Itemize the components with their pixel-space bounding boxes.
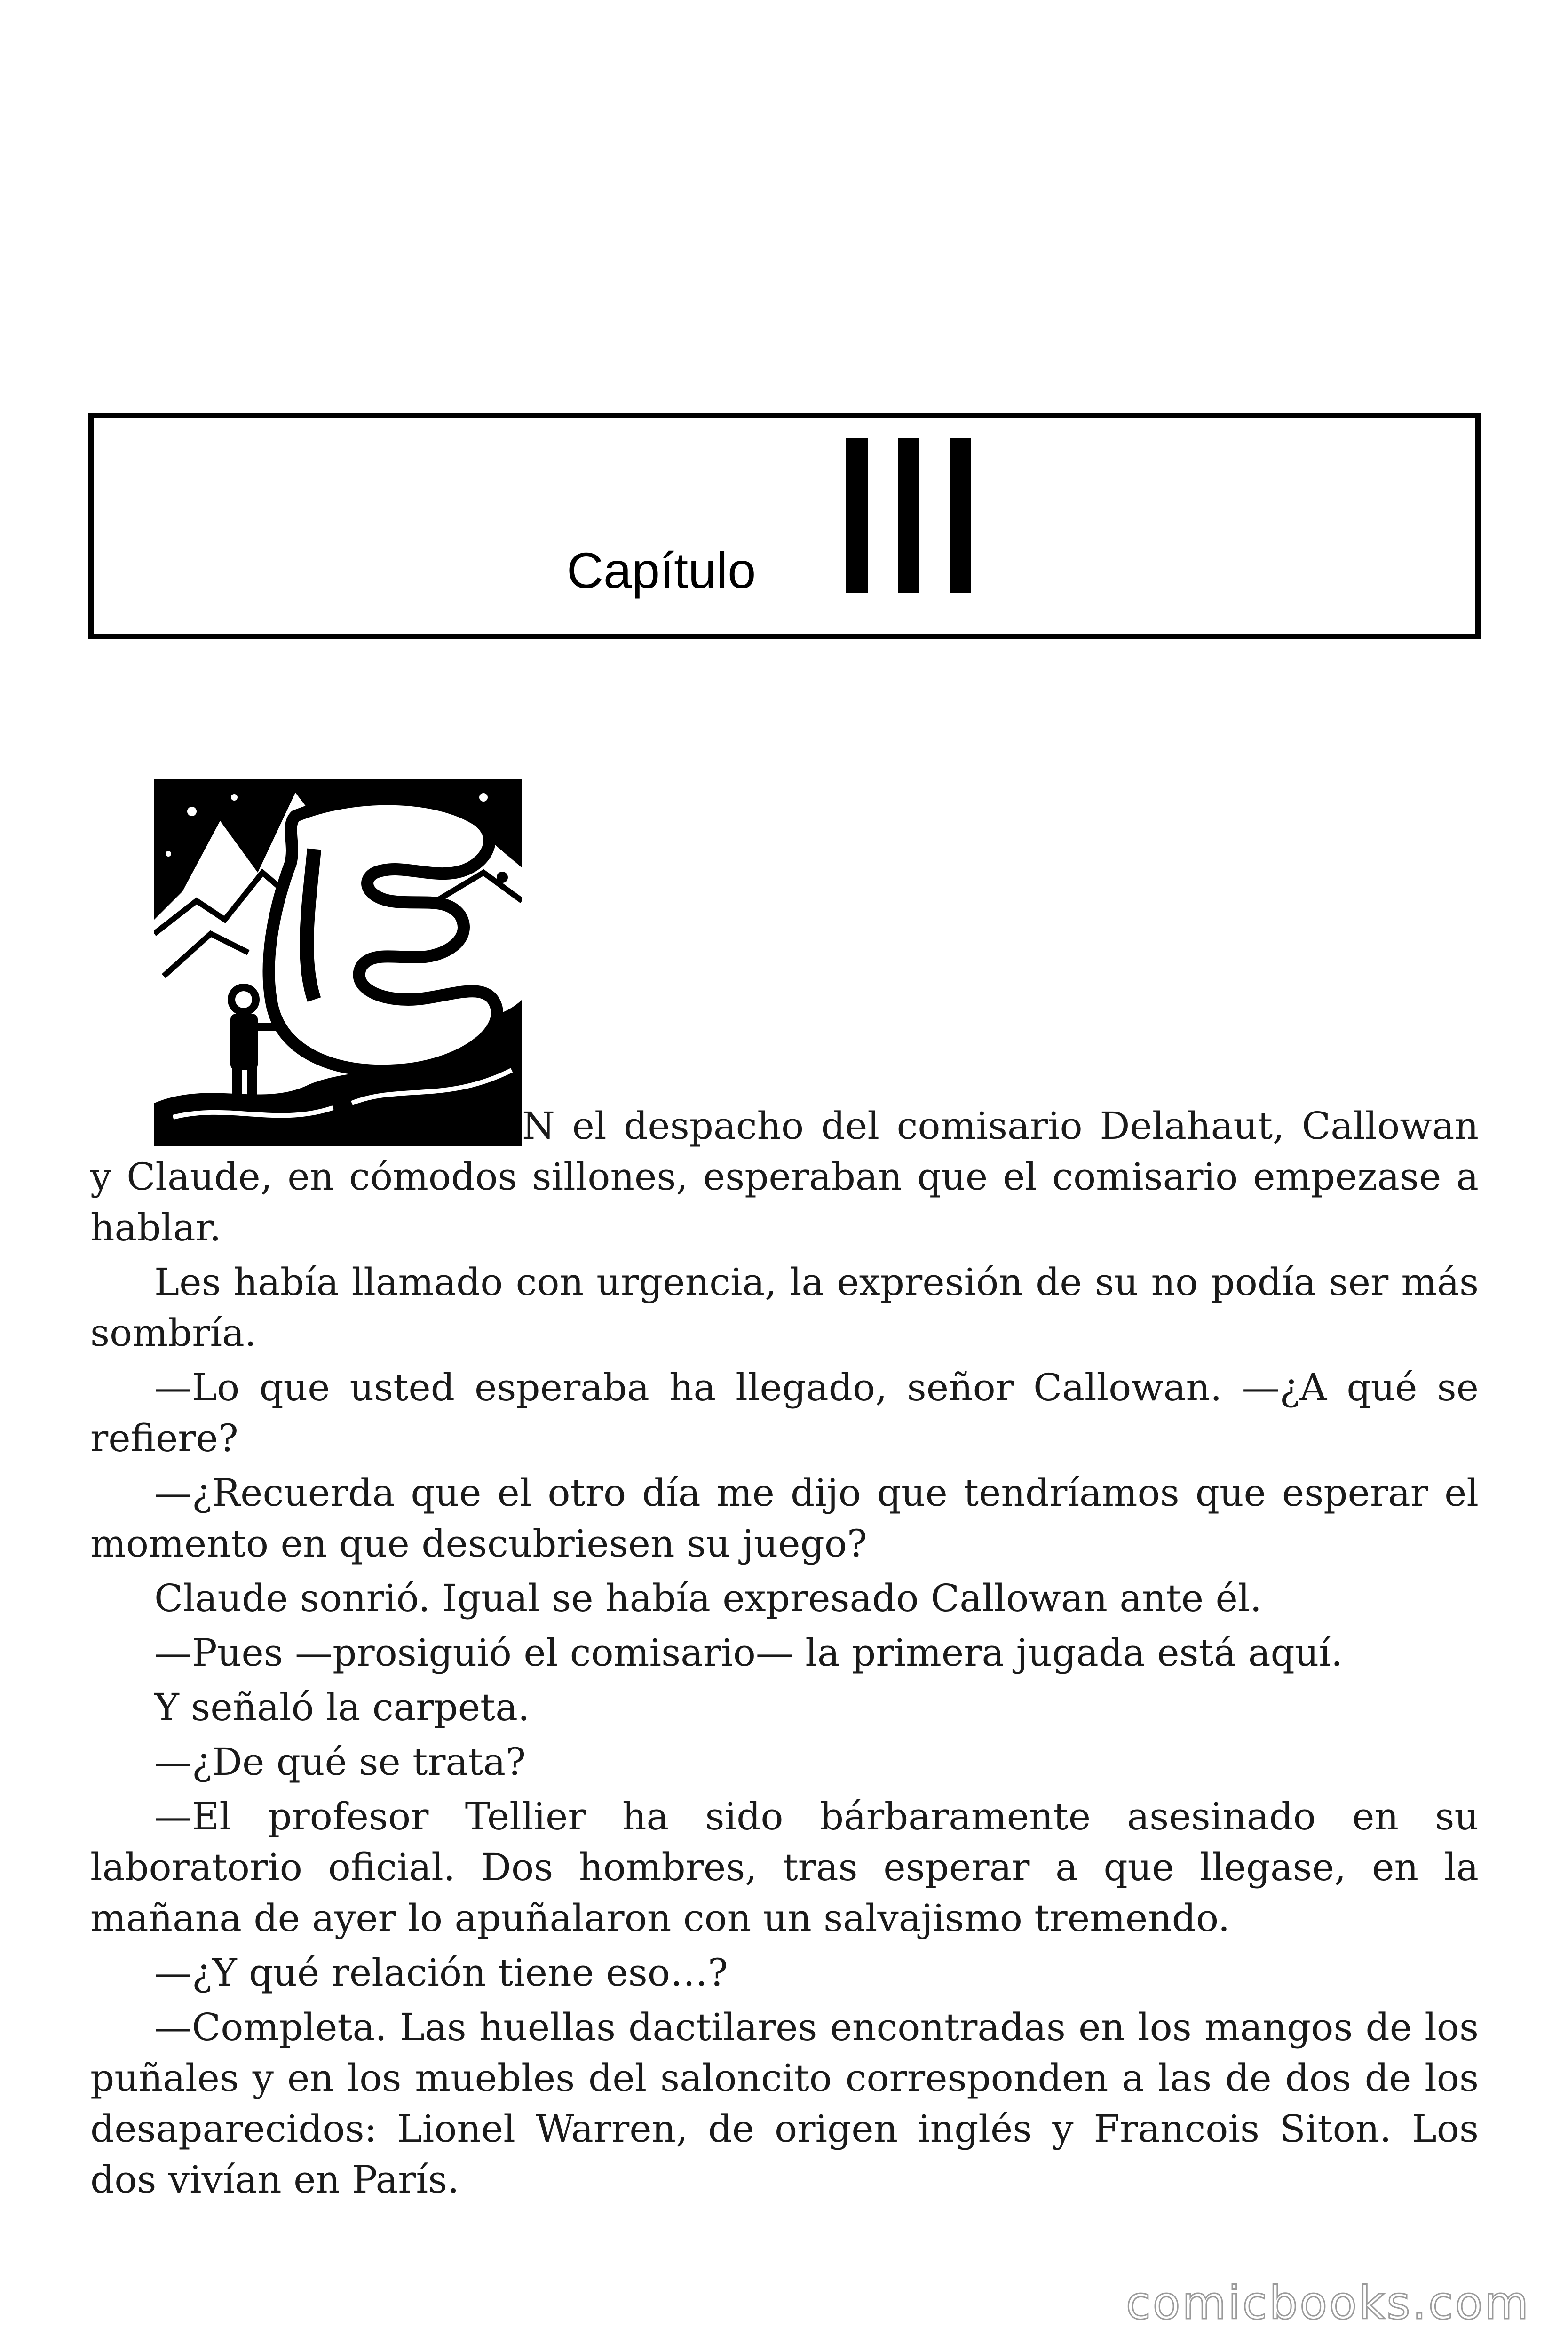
- paragraph: Claude sonrió. Igual se había expresado Callowan ante él.: [154, 1576, 1262, 1620]
- chapter-body-text: [90, 1101, 1479, 2209]
- paragraph: Y señaló la carpeta.: [154, 1685, 530, 1729]
- paragraph: —¿Recuerda que el otro día me dijo que tendríamos que esperar el momento en que descubriesen su juego?: [90, 1471, 1479, 1565]
- dropcap-illustration: [154, 779, 522, 1146]
- paragraph: —¿De qué se trata?: [154, 1740, 526, 1784]
- paragraph: —¿Y qué relación tiene eso…?: [154, 1951, 728, 1994]
- chapter-label: Capítulo: [567, 542, 756, 599]
- chapter-header-box: [88, 413, 1481, 639]
- paragraph-text: N el despacho del comisario Delahaut, Callowan y Claude, en cómodos sillones, esperaban que el comisario empezase a hablar.: [90, 1104, 1479, 1249]
- paragraph: —El profesor Tellier ha sido bárbaramente asesinado en su laboratorio oficial. Dos hombres, tras esperar a que llegase, en la mañana de ayer lo apuñalaron con un salvajismo tremendo.: [90, 1795, 1479, 1940]
- paragraph: —Completa. Las huellas dactilares encontradas en los mangos de los puñales y en los muebles del saloncito corresponden a las de dos de los desaparecidos: Lionel Warren, de origen inglés y Francois Siton. Los dos vivían en París.: [90, 2005, 1479, 2201]
- paragraph: Les había llamado con urgencia, la expresión de su no podía ser más sombría.: [90, 1260, 1479, 1355]
- watermark: comicbooks.com: [1125, 2277, 1530, 2329]
- paragraph: [90, 1101, 1479, 1253]
- paragraph: —Pues —prosiguió el comisario— la primera jugada está aquí.: [154, 1631, 1343, 1675]
- paragraph: —Lo que usted esperaba ha llegado, señor Callowan. —¿A qué se refiere?: [90, 1366, 1479, 1460]
- chapter-roman-numeral: [842, 438, 998, 593]
